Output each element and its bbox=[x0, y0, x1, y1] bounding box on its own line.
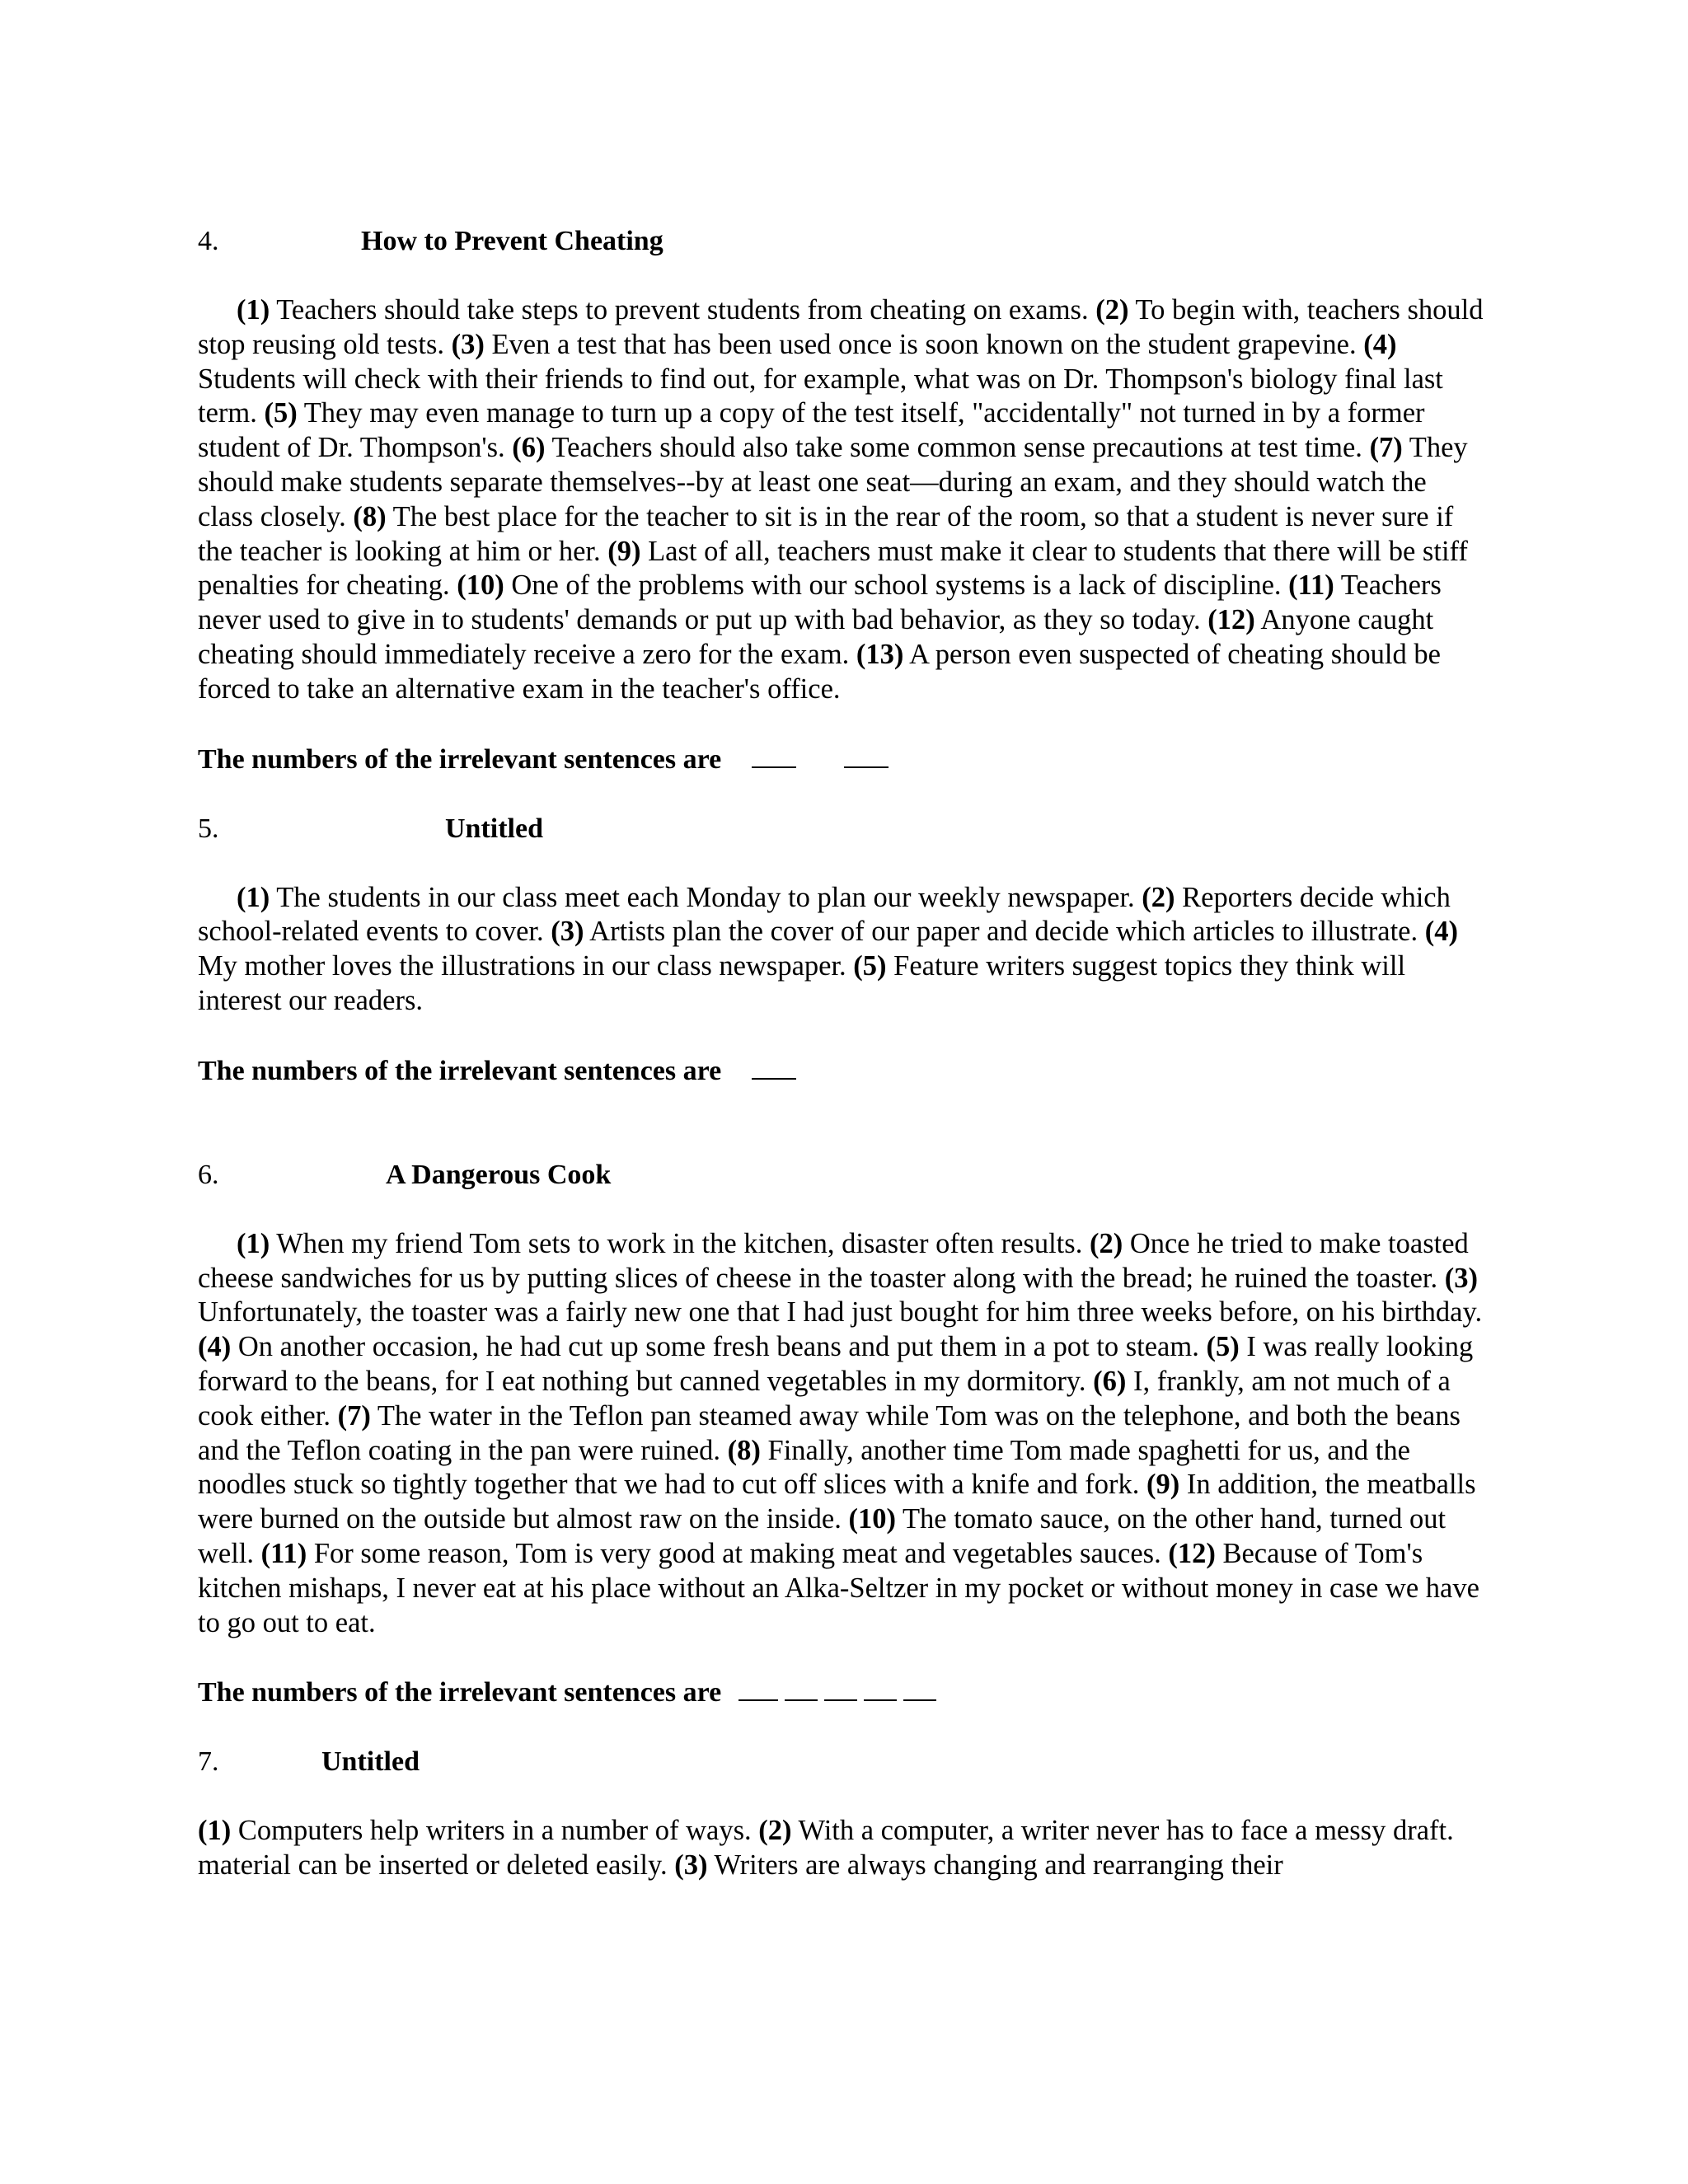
sentence-text: To begin with, teachers should stop reusing old tests. bbox=[198, 294, 1484, 360]
section-number: 6. bbox=[198, 1159, 219, 1190]
answer-line bbox=[198, 742, 1484, 777]
sentence-text: Reporters decide which school-related events to cover. bbox=[198, 881, 1451, 948]
section-title: Untitled bbox=[445, 813, 543, 844]
sentence-text: For some reason, Tom is very good at making meat and vegetables sauces. bbox=[307, 1537, 1169, 1569]
section-paragraph bbox=[198, 293, 1484, 707]
answer-blank[interactable] bbox=[738, 1675, 778, 1701]
sentence-text: One of the problems with our school systems is a lack of discipline. bbox=[504, 569, 1289, 602]
sentence-number: (6) bbox=[512, 432, 546, 464]
answer-blank[interactable] bbox=[752, 742, 796, 768]
sentence-number: (4) bbox=[1363, 328, 1397, 360]
sentence-number: (10) bbox=[848, 1503, 896, 1535]
sentence-number: (2) bbox=[1095, 294, 1129, 326]
sentence-number: (5) bbox=[264, 397, 298, 429]
sentence-number: (8) bbox=[727, 1434, 761, 1466]
answer-line bbox=[198, 1053, 1484, 1089]
sentence-text: Anyone caught cheating should immediately receive a zero for the exam. bbox=[198, 604, 1434, 670]
sentence-text: Unfortunately, the toaster was a fairly new one that I had just bought for him three weeks before, on his birthday. bbox=[198, 1296, 1483, 1329]
section-title: A Dangerous Cook bbox=[386, 1159, 612, 1190]
sentence-number: (9) bbox=[607, 535, 641, 567]
sentence-text: Teachers never used to give in to students' demands or put up with bad behavior, as they so today. bbox=[198, 569, 1442, 636]
sentence-text: My mother loves the illustrations in our class newspaper. bbox=[198, 950, 854, 982]
answer-blank[interactable] bbox=[864, 1675, 897, 1701]
sentence-text: In addition, the meatballs were burned on the outside but almost raw on the inside. bbox=[198, 1469, 1476, 1535]
sentence-number: (3) bbox=[551, 916, 584, 948]
sentence-number: (7) bbox=[1369, 432, 1403, 464]
answer-blank[interactable] bbox=[824, 1675, 857, 1701]
sentence-number: (3) bbox=[451, 328, 485, 360]
sentence-number: (5) bbox=[1206, 1331, 1240, 1363]
sentence bbox=[457, 569, 1288, 601]
sentence-number: (5) bbox=[853, 950, 887, 982]
answer-blank[interactable] bbox=[752, 1053, 796, 1080]
sentence-text: Students will check with their friends to find out, for example, what was on Dr. Thompson's biology final last term. bbox=[198, 363, 1443, 429]
sentence-number: (1) bbox=[198, 1815, 232, 1847]
sentence-number: (4) bbox=[198, 1331, 232, 1363]
sentence-number: (10) bbox=[457, 569, 504, 602]
sentence-text: Feature writers suggest topics they think will interest our readers. bbox=[198, 950, 1406, 1016]
sentence bbox=[237, 882, 1142, 913]
sentence-number: (8) bbox=[353, 500, 387, 532]
sentence-number: (4) bbox=[1424, 916, 1458, 948]
answer-blank[interactable] bbox=[844, 742, 889, 768]
sentence-number: (12) bbox=[1207, 604, 1255, 636]
sentence-number: (11) bbox=[1288, 569, 1334, 602]
sentence-number: (1) bbox=[237, 881, 270, 913]
answer-label: The numbers of the irrelevant sentences are bbox=[198, 1055, 722, 1086]
sentence-number: (13) bbox=[856, 638, 904, 670]
sentence-number: (11) bbox=[260, 1537, 307, 1569]
answer-blank[interactable] bbox=[903, 1675, 936, 1701]
sentence-text: Artists plan the cover of our paper and decide which articles to illustrate. bbox=[584, 916, 1425, 948]
section-heading bbox=[198, 1158, 1484, 1193]
sentence-text: I, frankly, am not much of a cook either. bbox=[198, 1365, 1451, 1432]
sentence-text: Teachers should take steps to prevent students from cheating on exams. bbox=[270, 294, 1096, 326]
sentence-text: I was really looking forward to the beans, for I eat nothing but canned vegetables in my dormitory. bbox=[198, 1331, 1474, 1397]
sentence-text: Teachers should also take some common sense precautions at test time. bbox=[545, 432, 1370, 464]
section-heading bbox=[198, 224, 1484, 259]
sentence-text: The water in the Teflon pan steamed away while Tom was on the telephone, and both the beans and the Teflon coating in the pan were ruined. bbox=[198, 1399, 1461, 1466]
sentence-number: (3) bbox=[1444, 1262, 1478, 1294]
sentence-text: Because of Tom's kitchen mishaps, I never eat at his place without an Alka-Seltzer in my pocket or without money in case we have to go out to eat. bbox=[198, 1537, 1479, 1638]
sentence bbox=[452, 329, 1364, 360]
sentence bbox=[198, 1331, 1206, 1362]
sentence bbox=[198, 1815, 758, 1846]
sentence bbox=[512, 432, 1369, 463]
sentence-number: (7) bbox=[337, 1399, 371, 1432]
section-4 bbox=[198, 224, 1484, 777]
section-title: How to Prevent Cheating bbox=[361, 226, 663, 256]
answer-label: The numbers of the irrelevant sentences are bbox=[198, 1677, 722, 1708]
sentence-number: (1) bbox=[237, 1227, 270, 1259]
answer-line bbox=[198, 1675, 1484, 1710]
sentence-text: Computers help writers in a number of ways. bbox=[231, 1815, 759, 1847]
sentence-text: A person even suspected of cheating should be forced to take an alternative exam in the teacher's office. bbox=[198, 638, 1441, 705]
sentence-text: Last of all, teachers must make it clear to students that there will be stiff penalties for cheating. bbox=[198, 535, 1468, 602]
sentence-text: When my friend Tom sets to work in the kitchen, disaster often results. bbox=[270, 1227, 1090, 1259]
sentence-text: Writers are always changing and rearranging their bbox=[707, 1849, 1283, 1882]
sentence-number: (9) bbox=[1146, 1469, 1180, 1501]
sentence bbox=[674, 1849, 1282, 1881]
section-5 bbox=[198, 812, 1484, 1089]
sentence-number: (1) bbox=[237, 294, 270, 326]
sentence-text: They should make students separate themselves--by at least one seat—during an exam, and they should watch the class closely. bbox=[198, 432, 1468, 532]
sentence bbox=[261, 1538, 1169, 1569]
section-number: 4. bbox=[198, 226, 219, 256]
section-7 bbox=[198, 1745, 1484, 1883]
sentence-text: They may even manage to turn up a copy of the test itself, "accidentally" not turned in by a former student of Dr. Thompson's. bbox=[198, 397, 1425, 464]
sentence-text: Once he tried to make toasted cheese sandwiches for us by putting slices of cheese in the toaster along with the bread; he ruined the toaster. bbox=[198, 1227, 1469, 1294]
section-6 bbox=[198, 1158, 1484, 1711]
sentence-text: The students in our class meet each Monday to plan our weekly newspaper. bbox=[270, 881, 1142, 913]
section-paragraph bbox=[198, 1814, 1484, 1883]
sentence bbox=[237, 1228, 1090, 1259]
sentence-text: The tomato sauce, on the other hand, turned out well. bbox=[198, 1503, 1447, 1569]
sentence-text: Finally, another time Tom made spaghetti for us, and the noodles stuck so tightly together that we had to cut off slices with a knife and fork. bbox=[198, 1434, 1410, 1501]
section-title: Untitled bbox=[321, 1746, 420, 1778]
answer-blank[interactable] bbox=[785, 1675, 818, 1701]
sentence-text: On another occasion, he had cut up some fresh beans and put them in a pot to steam. bbox=[231, 1331, 1207, 1363]
section-heading bbox=[198, 1745, 1484, 1779]
sentence-number: (2) bbox=[1142, 881, 1175, 913]
sentence-number: (12) bbox=[1168, 1537, 1216, 1569]
answer-label: The numbers of the irrelevant sentences are bbox=[198, 743, 722, 775]
sentence-text: Even a test that has been used once is soon known on the student grapevine. bbox=[484, 328, 1364, 360]
section-heading bbox=[198, 812, 1484, 846]
document-page bbox=[198, 224, 1484, 1883]
sentence bbox=[551, 916, 1425, 947]
section-paragraph bbox=[198, 1227, 1484, 1641]
sentence-number: (6) bbox=[1093, 1365, 1127, 1397]
sentence-number: (2) bbox=[758, 1815, 792, 1847]
section-paragraph bbox=[198, 881, 1484, 1019]
sentence-number: (2) bbox=[1089, 1227, 1123, 1259]
sentence-number: (3) bbox=[674, 1849, 708, 1882]
sentence bbox=[237, 294, 1095, 326]
sentence-text: With a computer, a writer never has to face a messy draft. material can be inserted or deleted easily. bbox=[198, 1815, 1454, 1882]
section-number: 5. bbox=[198, 813, 219, 844]
section-number: 7. bbox=[198, 1746, 219, 1778]
sentence-text: The best place for the teacher to sit is in the rear of the room, so that a student is never sure if the teacher is looking at him or her. bbox=[198, 500, 1454, 567]
